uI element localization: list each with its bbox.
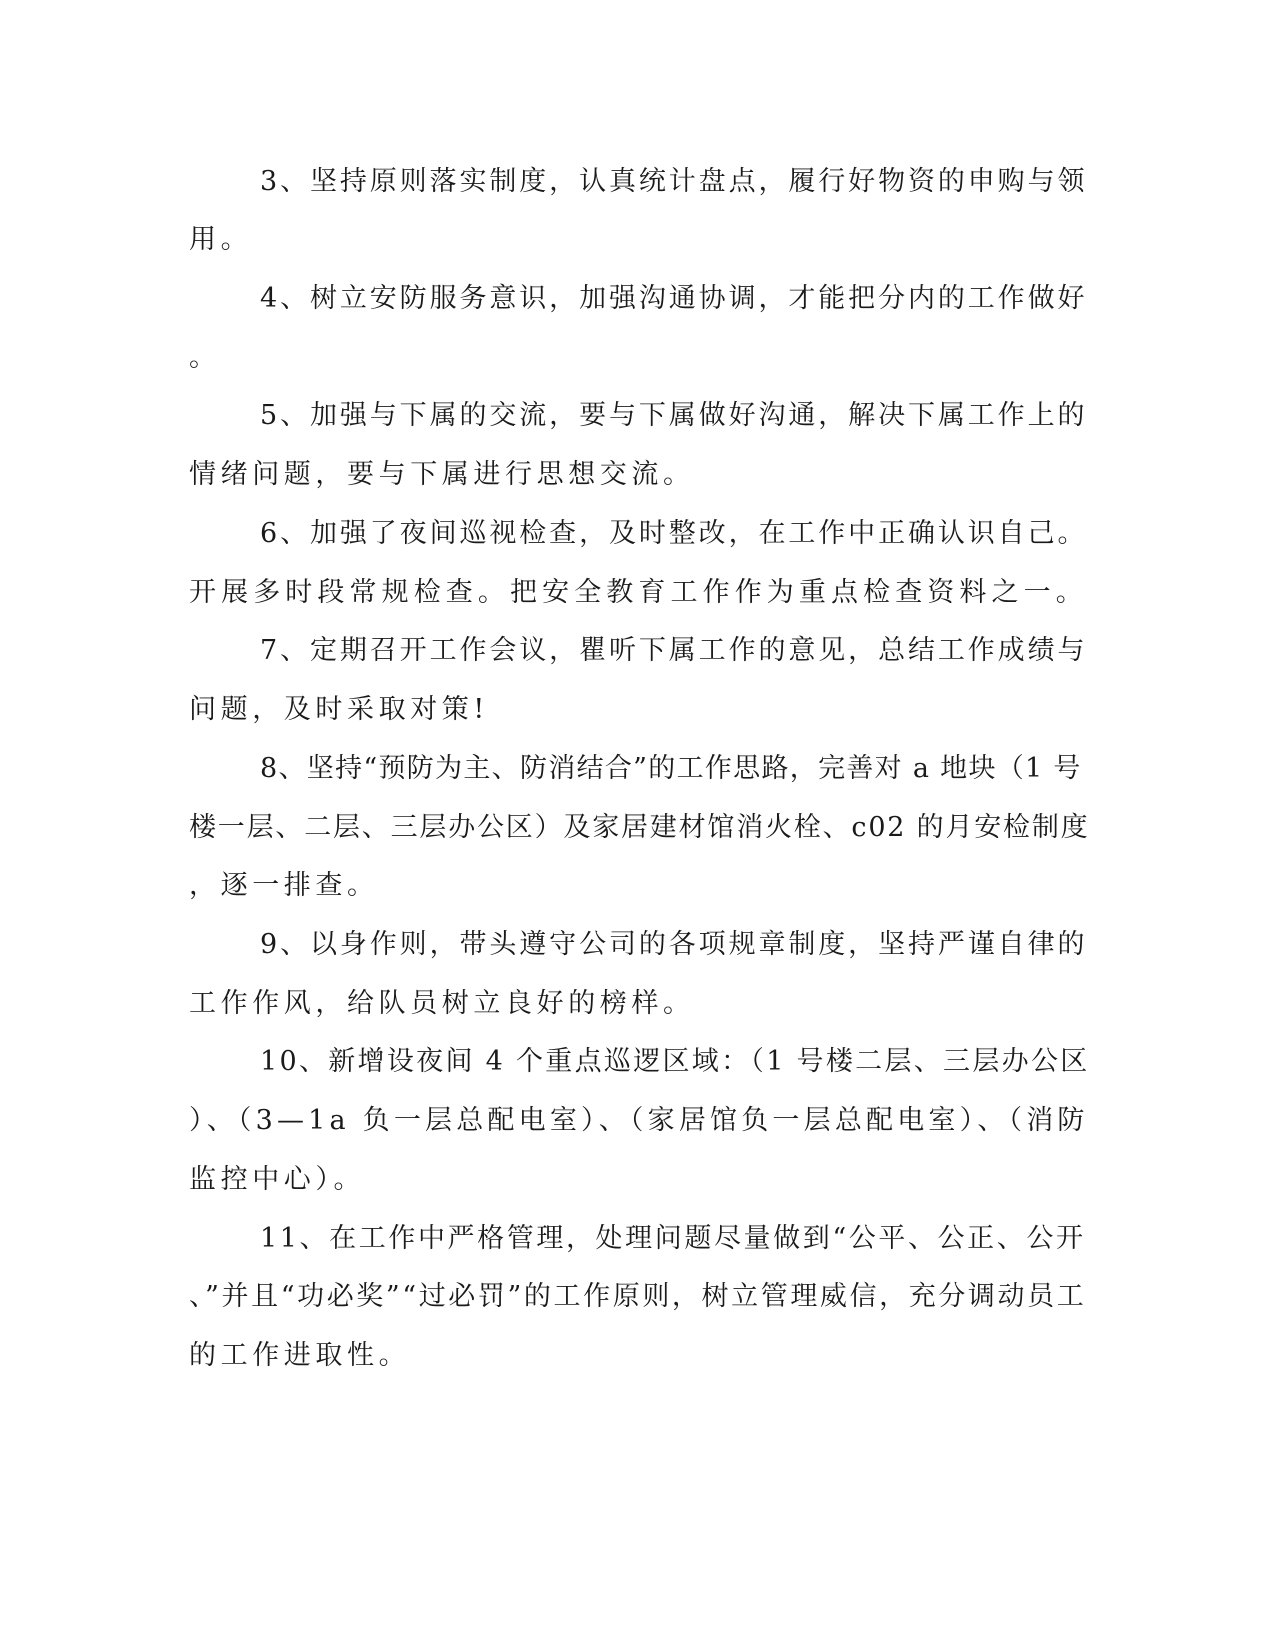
paragraph-6-line-2: 开展多时段常规检查。把安全教育工作作为重点检查资料之一。 xyxy=(189,577,1088,608)
paragraph-8-line-1: 8、坚持“预防为主、防消结合”的工作思路，完善对 a 地块（1 号 xyxy=(260,753,1082,784)
paragraph-7-line-2: 问题，及时采取对策! xyxy=(189,694,489,725)
paragraph-10-line-2: ）、（3—1a 负一层总配电室）、（家居馆负一层总配电室）、（消防 xyxy=(189,1105,1089,1136)
paragraph-11-line-3: 的工作进取性。 xyxy=(189,1340,411,1371)
paragraph-5-line-2: 情绪问题，要与下属进行思想交流。 xyxy=(189,459,695,490)
paragraph-9-line-2: 工作作风，给队员树立良好的榜样。 xyxy=(189,988,695,1019)
paragraph-8-line-2: 楼一层、二层、三层办公区）及家居建材馆消火栓、c02 的月安检制度 xyxy=(189,812,1090,843)
paragraph-8-line-3: ，逐一排查。 xyxy=(189,870,379,901)
paragraph-5-line-1: 5、加强与下属的交流，要与下属做好沟通，解决下属工作上的 xyxy=(260,400,1088,431)
paragraph-10-line-3: 监控中心）。 xyxy=(189,1164,366,1195)
paragraph-6-line-1: 6、加强了夜间巡视检查，及时整改，在工作中正确认识自己。 xyxy=(260,518,1088,549)
paragraph-3-line-2: 用。 xyxy=(189,224,253,255)
paragraph-9-line-1: 9、以身作则，带头遵守公司的各项规章制度，坚持严谨自律的 xyxy=(260,929,1088,960)
paragraph-10-line-1: 10、新增设夜间 4 个重点巡逻区域：（1 号楼二层、三层办公区 xyxy=(260,1046,1090,1077)
paragraph-3-line-1: 3、坚持原则落实制度，认真统计盘点，履行好物资的申购与领 xyxy=(260,166,1088,197)
paragraph-11-line-2: 、”并且“功必奖”“过必罚”的工作原则，树立管理威信，充分调动员工 xyxy=(189,1281,1087,1312)
paragraph-7-line-1: 7、定期召开工作会议，瞿听下属工作的意见，总结工作成绩与 xyxy=(260,635,1088,666)
paragraph-4-line-2: 。 xyxy=(189,342,221,373)
paragraph-4-line-1: 4、树立安防服务意识，加强沟通协调，才能把分内的工作做好 xyxy=(260,283,1088,314)
paragraph-11-line-1: 11、在工作中严格管理，处理问题尽量做到“公平、公正、公开 xyxy=(260,1223,1086,1254)
